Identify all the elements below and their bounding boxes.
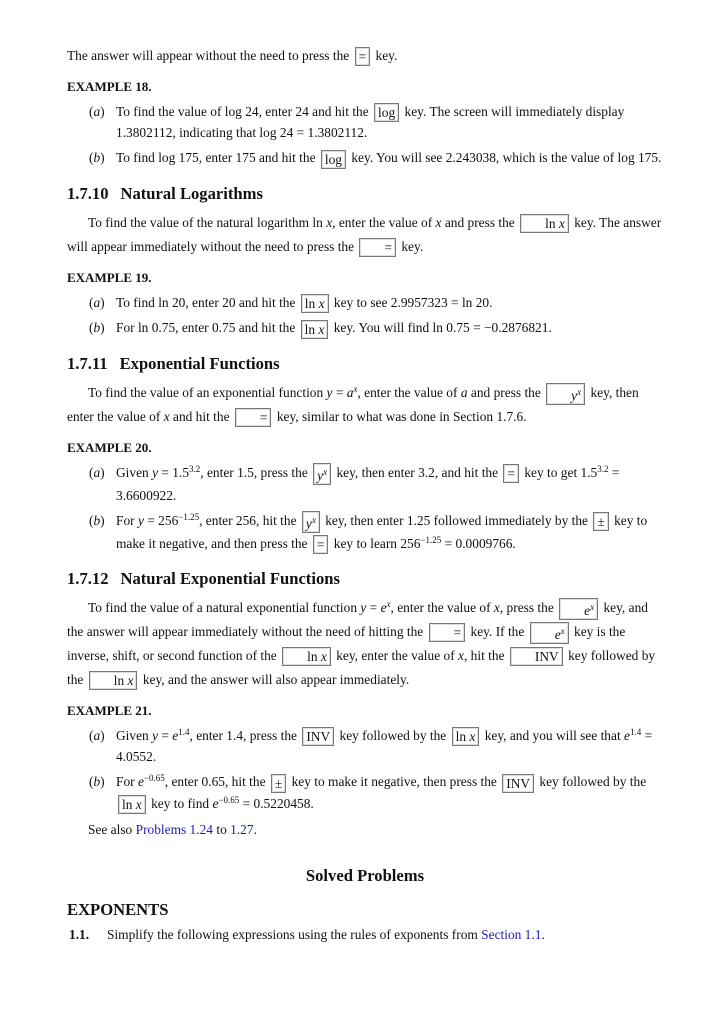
ln-x-key: ln x	[89, 671, 138, 690]
section-1-7-10-heading: 1.7.10 Natural Logarithms	[67, 183, 263, 203]
log-key: log	[374, 103, 399, 122]
example-19-part-a: (a) To find ln 20, enter 20 and hit the ln x key to see 2.9957323 = ln 20.	[89, 294, 493, 312]
example-18-heading: EXAMPLE 18.	[67, 79, 152, 94]
y-power-x-key: $y^x$	[313, 463, 331, 485]
solved-problems-heading: Solved Problems	[305, 866, 425, 886]
example-18-part-a: (a) To find the value of log 24, enter 24 and hit the log key. The screen will immediately display 1.3802112, indicating that log 24 = 1.3802112.	[89, 104, 625, 141]
ln-x-key: ln x	[301, 294, 329, 313]
example-20-part-b: (b) For $y = 256^{-1.25}$, enter 256, hit the $y^x$ key, then enter 1.25 followed immediately by the ± key to make it negative, and then press the = key to learn $256^{-1.25} = 0.0009766$.	[89, 511, 648, 552]
problem-1-27-link[interactable]: 1.27	[230, 822, 254, 838]
log-key: log	[321, 150, 346, 169]
equals-key: =	[313, 535, 329, 554]
e-power-x-key: $e^x$	[559, 598, 598, 620]
equals-key: =	[235, 408, 272, 427]
ln-x-key: ln x	[520, 214, 569, 233]
equals-key: =	[355, 47, 371, 66]
intro-paragraph: The answer will appear without the need to press the = key.	[67, 48, 398, 65]
inv-key: INV	[510, 647, 563, 666]
y-power-x-key: $y^x$	[546, 383, 585, 405]
plus-minus-key: ±	[593, 512, 608, 531]
page-content	[67, 44, 663, 946]
equals-key: =	[359, 238, 396, 257]
exponents-heading: EXPONENTS	[67, 900, 169, 920]
ln-x-key: ln x	[301, 320, 329, 339]
section-1-1-link[interactable]: Section 1.1	[481, 927, 542, 943]
example-20-heading: EXAMPLE 20.	[67, 439, 152, 455]
section-1-7-11-heading: 1.7.11 Exponential Functions	[67, 353, 280, 373]
section-1-7-11-paragraph: To find the value of an exponential function $y = a^x$, enter the value of a and press the $y^x$ key, then enter the value of x and hit the = key, similar to what was done in Section 1.7.6.	[67, 383, 639, 426]
example-21-part-b: (b) For $e^{-0.65}$, enter 0.65, hit the ± key to make it negative, then press the INV key followed by the ln x key to find $e^{-0.65} = 0.5220458$.	[89, 773, 647, 813]
example-18-part-b: (b) To find log 175, enter 175 and hit the log key. You will see 2.243038, which is the value of log 175.	[89, 150, 662, 167]
ln-x-key: ln x	[282, 647, 331, 666]
section-1-7-10-paragraph: To find the value of the natural logarithm ln x, enter the value of x and press the ln x key. The answer will appear immediately without the need to press the = key.	[67, 214, 662, 256]
ln-x-key: ln x	[452, 727, 480, 746]
equals-key: =	[503, 464, 519, 483]
section-1-7-12-heading: 1.7.12 Natural Exponential Functions	[67, 568, 340, 588]
example-19-part-b: (b) For ln 0.75, enter 0.75 and hit the ln x key. You will find ln 0.75 = −0.2876821.	[89, 320, 552, 337]
inv-key: INV	[302, 727, 334, 746]
problems-1-24-link[interactable]: Problems 1.24	[135, 822, 213, 838]
problem-1-1: 1.1. Simplify the following expressions using the rules of exponents from Section 1.1.	[69, 927, 545, 943]
example-19-heading: EXAMPLE 19.	[67, 269, 152, 285]
plus-minus-key: ±	[271, 774, 286, 793]
e-power-x-key: $e^x$	[530, 622, 569, 644]
see-also: See also Problems 1.24 to 1.27.	[88, 822, 257, 838]
y-power-x-key: $y^x$	[302, 511, 320, 533]
example-21-heading: EXAMPLE 21.	[67, 702, 152, 718]
inv-key: INV	[502, 774, 534, 793]
example-21-part-a: (a) Given $y = e^{1.4}$, enter 1.4, press the INV key followed by the ln x key, and you will see that $e^{1.4} = 4.0552$.	[89, 726, 653, 765]
section-1-7-12-paragraph: To find the value of a natural exponential function $y = e^x$, enter the value of x, press the $e^x$ key, and the answer will appear immediately without the need of hitting the = key. If the $e^x$ key is the inverse, shift, or second function of the ln x key, enter the value of x, hit the INV key followed by the ln x key, and the answer will also appear immediately.	[67, 598, 656, 689]
equals-key: =	[429, 623, 466, 642]
ln-x-key: ln x	[118, 795, 146, 814]
example-20-part-a: (a) Given $y = 1.5^{3.2}$, enter 1.5, press the $y^x$ key, then enter 3.2, and hit the = key to get $1.5^{3.2} = 3.6600922$.	[89, 463, 620, 503]
